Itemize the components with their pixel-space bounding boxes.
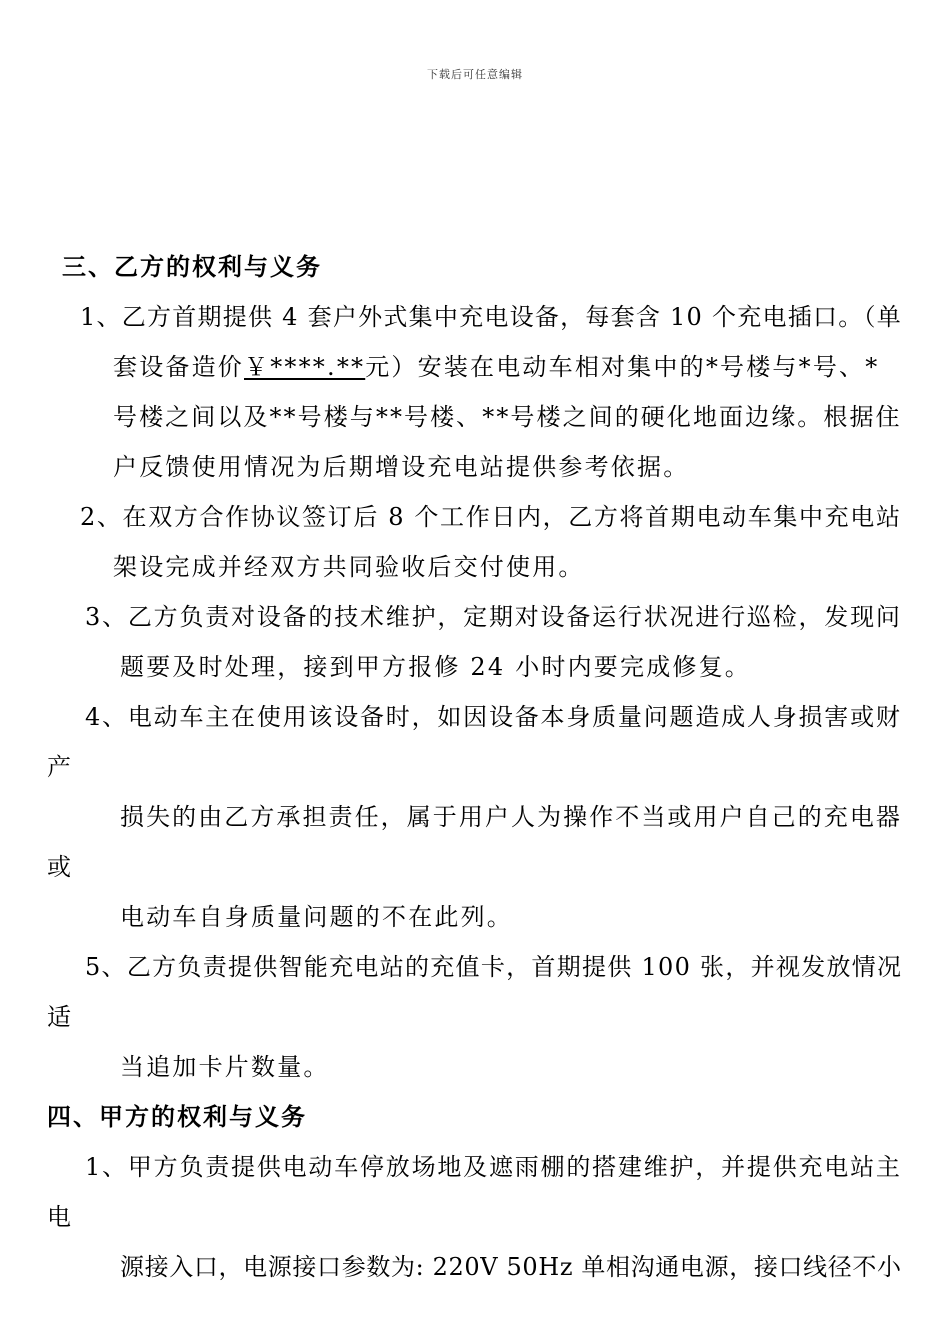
s3-item4-line3: 电动车自身质量问题的不在此列。	[120, 903, 513, 931]
s3-item1-line2-post: 元）安装在电动车相对集中的*号楼与*号、*	[365, 353, 880, 381]
s3-item5-line1-wrap: 适	[47, 1003, 74, 1031]
s4-item1-line1-wrap: 电	[47, 1203, 74, 1231]
s3-item2-line1: 2、在双方合作协议签订后 8 个工作日内，乙方将首期电动车集中充电站	[80, 503, 902, 531]
s3-item1-line3: 号楼之间以及**号楼与**号楼、**号楼之间的硬化地面边缘。根据住	[113, 403, 902, 431]
s3-item5-line1: 5、乙方负责提供智能充电站的充值卡，首期提供 100 张，并视发放情况	[85, 953, 903, 981]
s3-item3-line2: 题要及时处理，接到甲方报修 24 小时内要完成修复。	[120, 653, 751, 681]
s3-item1-line4: 户反馈使用情况为后期增设充电站提供参考依据。	[113, 453, 690, 481]
s3-item4-line1: 4、电动车主在使用该设备时，如因设备本身质量问题造成人身损害或财	[85, 703, 902, 731]
s3-item1-line2	[113, 352, 879, 382]
s4-item1-line1: 1、甲方负责提供电动车停放场地及遮雨棚的搭建维护，并提供充电站主	[85, 1153, 902, 1181]
s4-item1-line2: 源接入口，电源接口参数为: 220V 50Hz 单相沟通电源，接口线径不小	[120, 1253, 902, 1281]
section-4-title: 四、甲方的权利与义务	[47, 1102, 307, 1131]
s3-item1-line1: 1、乙方首期提供 4 套户外式集中充电设备，每套含 10 个充电插口。（单	[80, 303, 902, 331]
s3-item1-line2-pre: 套设备造价	[113, 353, 244, 381]
unit-price-blank: ￥****.**	[244, 353, 366, 381]
s3-item4-line2: 损失的由乙方承担责任，属于用户人为操作不当或用户自己的充电器	[120, 803, 902, 831]
s3-item4-line2-wrap: 或	[47, 853, 74, 881]
s3-item5-line2: 当追加卡片数量。	[120, 1053, 330, 1081]
s3-item2-line2: 架设完成并经双方共同验收后交付使用。	[113, 553, 585, 581]
s3-item4-line1-wrap: 产	[47, 753, 74, 781]
page-header: 下载后可任意编辑	[427, 68, 523, 81]
s3-item3-line1: 3、乙方负责对设备的技术维护，定期对设备运行状况进行巡检，发现问	[85, 603, 902, 631]
section-3-title: 三、乙方的权利与义务	[62, 252, 322, 281]
